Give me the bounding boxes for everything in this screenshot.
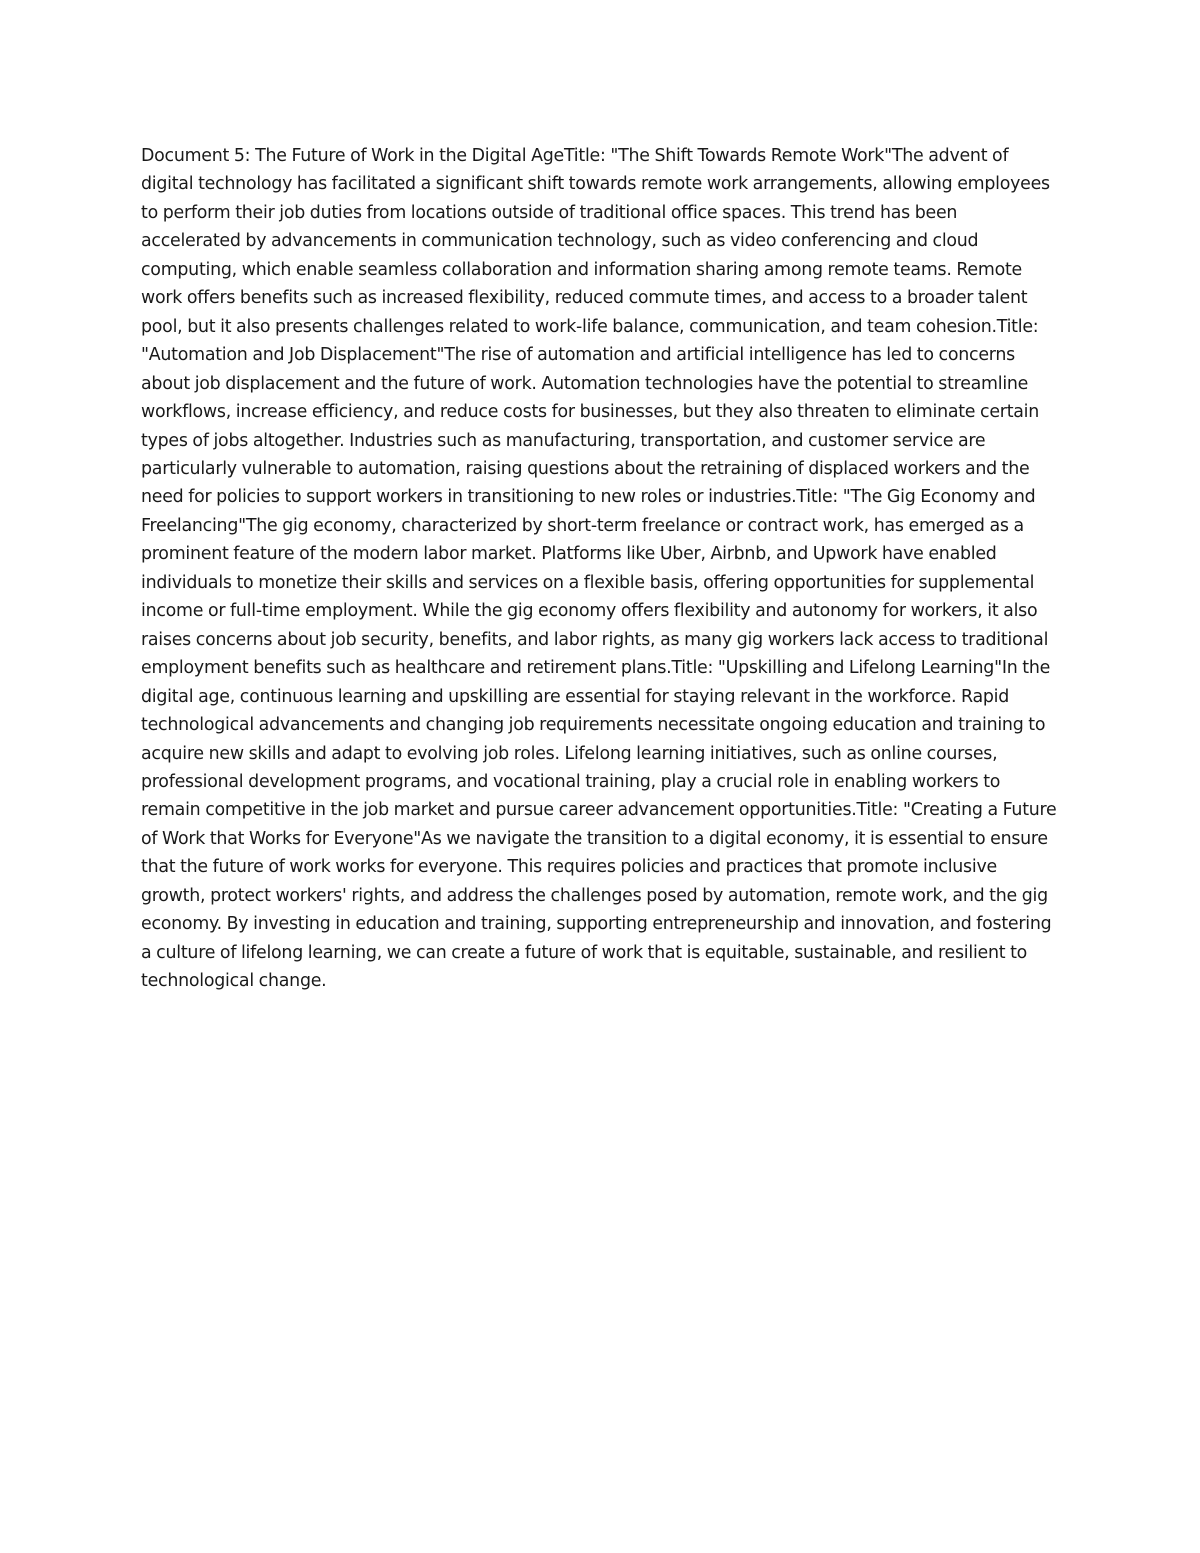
document-body-text: Document 5: The Future of Work in the Digital AgeTitle: "The Shift Towards Remote Work"The advent of digital technology has facilitated a significant shift towards remote work arrangements, allowing employees to perform their job duties from locations outside of traditional office spaces. This trend has been accelerated by advancements in communication technology, such as video conferencing and cloud computing, which enable seamless collaboration and information sharing among remote teams. Remote work offers benefits such as increased flexibility, reduced commute times, and access to a broader talent pool, but it also presents challenges related to work-life balance, communication, and team cohesion.Title: "Automation and Job Displacement"The rise of automation and artificial intelligence has led to concerns about job displacement and the future of work. Automation technologies have the potential to streamline workflows, increase efficiency, and reduce costs for businesses, but they also threaten to eliminate certain types of jobs altogether. Industries such as manufacturing, transportation, and customer service are particularly vulnerable to automation, raising questions about the retraining of displaced workers and the need for policies to support workers in transitioning to new roles or industries.Title: "The Gig Economy and Freelancing"The gig economy, characterized by short-term freelance or contract work, has emerged as a prominent feature of the modern labor market. Platforms like Uber, Airbnb, and Upwork have enabled individuals to monetize their skills and services on a flexible basis, offering opportunities for supplemental income or full-time employment. While the gig economy offers flexibility and autonomy for workers, it also raises concerns about job security, benefits, and labor rights, as many gig workers lack access to traditional employment benefits such as healthcare and retirement plans.Title: "Upskilling and Lifelong Learning"In the digital age, continuous learning and upskilling are essential for staying relevant in the workforce. Rapid technological advancements and changing job requirements necessitate ongoing education and training to acquire new skills and adapt to evolving job roles. Lifelong learning initiatives, such as online courses, professional development programs, and vocational training, play a crucial role in enabling workers to remain competitive in the job market and pursue career advancement opportunities.Title: "Creating a Future of Work that Works for Everyone"As we navigate the transition to a digital economy, it is essential to ensure that the future of work works for everyone. This requires policies and practices that promote inclusive growth, protect workers' rights, and address the challenges posed by automation, remote work, and the gig economy. By investing in education and training, supporting entrepreneurship and innovation, and fostering a culture of lifelong learning, we can create a future of work that is equitable, sustainable, and resilient to technological change. xyxy=(141,146,1057,992)
